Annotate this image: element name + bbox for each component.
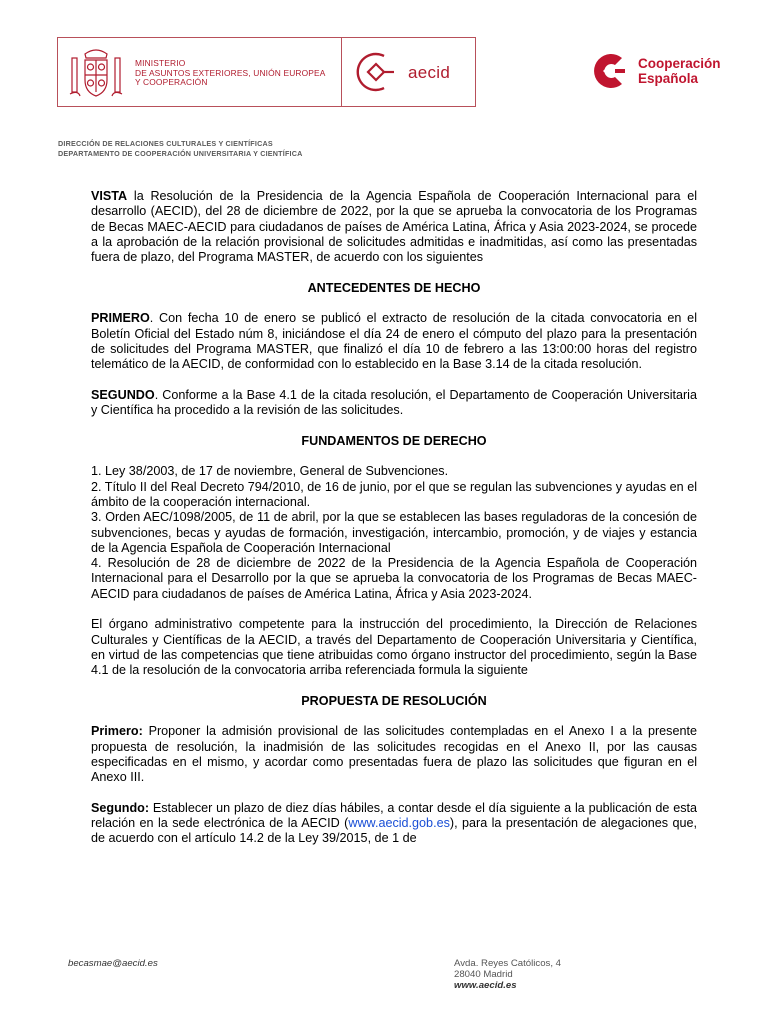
aecid-wordmark: aecid	[408, 63, 451, 82]
propuesta-segundo-text: Establecer un plazo de diez días hábiles, a contar desde el día siguiente a la publicación de esta relación en la sede electrónica de la AECID (	[91, 800, 697, 831]
primero-text: . Con fecha 10 de enero se publicó el extracto de resolución de la citada convocatoria en el Boletín Oficial del Estado núm 8, iniciándose el día 24 de enero el cómputo del plazo para la presentación de solicitudes del Programa MASTER, que finalizó el día 10 de febrero a las 13:00:00 horas del registro telemático de la AECID, de conformidad con lo establecido en la Base 3.14 de la citada resolución.	[91, 311, 697, 372]
segundo-text: . Conforme a la Base 4.1 de la citada resolución, el Departamento de Cooperación Universitaria y Científica ha procedido a la revisión de las solicitudes.	[91, 387, 697, 418]
address-line: Avda. Reyes Católicos, 4	[454, 958, 562, 969]
coat-of-arms-icon	[68, 44, 124, 100]
header-logo-box	[57, 37, 476, 107]
segundo-paragraph	[91, 388, 697, 419]
propuesta-segundo-text-continued: ), para la presentación de alegaciones que, de acuerdo con el artículo 14.2 de la Ley 39/2015, de 1 de	[91, 816, 697, 846]
section-heading-fundamentos: FUNDAMENTOS DE DERECHO	[301, 433, 487, 448]
ministry-line: Y COOPERACIÓN	[135, 77, 208, 88]
propuesta-primero-text: Proponer la admisión provisional de las solicitudes contempladas en el Anexo I a la presente propuesta de resolución, la inadmisión de las solicitudes recogidas en el Anexo II, por las causas especificadas en el mismo, y acordar como presentadas fuera de plazo las solicitudes que figuran en el Anexo III.	[91, 724, 697, 785]
ministry-line: DE ASUNTOS EXTERIORES, UNIÓN EUROPEA	[135, 67, 326, 78]
footer-address	[454, 958, 561, 992]
department-line: DIRECCIÓN DE RELACIONES CULTURALES Y CIENTÍFICAS	[58, 139, 273, 148]
aecid-website-link[interactable]: www.aecid.gob.es	[348, 816, 450, 831]
primero-paragraph	[91, 311, 697, 372]
fundamento-item: 4. Resolución de 28 de diciembre de 2022 de la Presidencia de la Agencia Española de Cooperación Internacional para el Desarrollo por la que se aprueba la convocatoria de los Programas de Becas MAEC-AECID para ciudadanos de países de América Latina, África y Asia 2023-2024.	[91, 556, 697, 601]
segundo-label: SEGUNDO	[91, 387, 155, 402]
department-line: DEPARTAMENTO DE COOPERACIÓN UNIVERSITARIA Y CIENTÍFICA	[58, 148, 303, 158]
fundamento-item: 1. Ley 38/2003, de 17 de noviembre, General de Subvenciones.	[91, 464, 449, 479]
footer-website-link[interactable]: www.aecid.es	[454, 980, 517, 992]
header-divider	[341, 38, 342, 106]
vista-text: la Resolución de la Presidencia de la Agencia Española de Cooperación Internacional para el desarrollo (AECID), del 28 de diciembre de 2022, por la que se aprueba la convocatoria de los Programas de Becas MAEC-AECID para ciudadanos de países de América Latina, África y Asia 2023-2024, se procede a la aprobación de la relación provisional de solicitudes admitidas e inadmitidas, así como las presentadas fuera de plazo, del Programa MASTER, de acuerdo con los siguientes	[91, 189, 697, 265]
address-line: 28040 Madrid	[454, 969, 513, 981]
document-body	[91, 189, 697, 847]
fundamento-item: 2. Título II del Real Decreto 794/2010, de 16 de junio, por el que se regulan las subvenciones y ayudas en el ámbito de la cooperación internacional.	[91, 479, 697, 509]
aecid-logo-icon	[354, 48, 398, 96]
section-heading-antecedentes: ANTECEDENTES DE HECHO	[307, 280, 481, 295]
vista-paragraph	[91, 189, 697, 265]
section-heading-propuesta: PROPUESTA DE RESOLUCIÓN	[301, 693, 487, 708]
ministry-name	[135, 59, 340, 88]
department-header	[58, 139, 303, 158]
coop-line: Cooperación	[638, 56, 721, 71]
propuesta-segundo-paragraph	[91, 801, 697, 847]
propuesta-primero-label: Primero:	[91, 724, 143, 739]
footer-email[interactable]: becasmae@aecid.es	[68, 958, 158, 969]
cooperacion-espanola-logo-icon	[588, 50, 630, 92]
coop-line: Española	[638, 71, 699, 86]
primero-label: PRIMERO	[91, 311, 150, 326]
ministry-line: MINISTERIO	[135, 58, 186, 68]
organo-paragraph: El órgano administrativo competente para la instrucción del procedimiento, la Dirección de Relaciones Culturales y Científicas de la AECID, a través del Departamento de Cooperación Universitaria y Científica, en virtud de las competencias que tiene atribuidas como órgano instructor del procedimiento, según la Base 4.1 de la resolución de la convocatoria arriba referenciada formula la siguiente	[91, 617, 697, 678]
propuesta-segundo-label: Segundo:	[91, 800, 150, 815]
fundamento-item: 3. Orden AEC/1098/2005, de 11 de abril, por la que se establecen las bases reguladoras de la concesión de subvenciones, becas y ayudas de formación, investigación, intercambio, promoción, y de viajes y estancia de la Agencia Española de Cooperación Internacional	[91, 510, 697, 555]
cooperacion-espanola-wordmark	[638, 56, 721, 86]
vista-label: VISTA	[91, 189, 128, 203]
propuesta-primero-paragraph	[91, 724, 697, 785]
